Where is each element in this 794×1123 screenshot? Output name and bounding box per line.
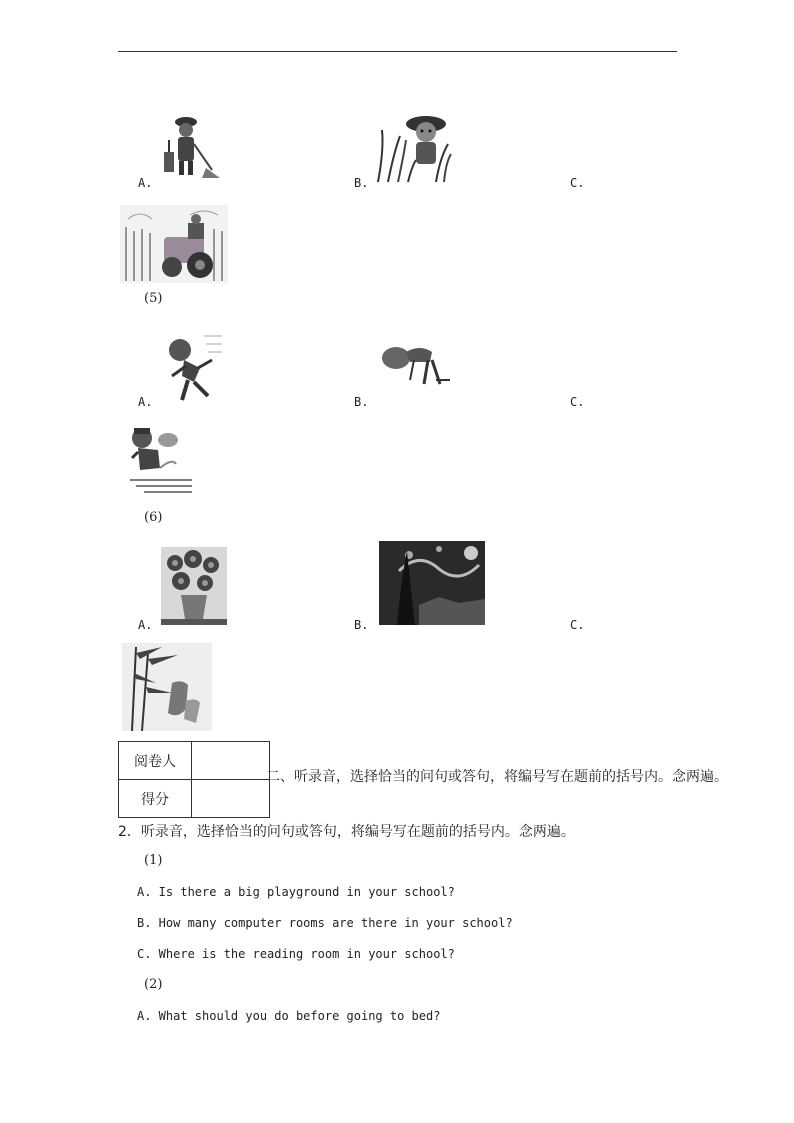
bamboo-painting-image	[122, 643, 212, 731]
sub1-option-b: B. How many computer rooms are there in your school?	[137, 916, 513, 930]
reviewer-field[interactable]	[192, 742, 270, 780]
sub2-option-a: A. What should you do before going to bed?	[137, 1009, 441, 1023]
section-heading: 二、听录音，选择恰当的问句或答句，将编号写在题前的括号内。念两遍。	[266, 769, 728, 785]
option-c-label: C.	[570, 395, 585, 409]
question-number-6: (6)	[144, 510, 163, 525]
farmer-image	[376, 110, 452, 184]
option-a-label: A.	[138, 618, 153, 632]
option-c-label: C.	[570, 618, 585, 632]
jumping-boy-image	[126, 424, 196, 494]
running-boy-image	[160, 330, 224, 404]
option-b-label: B.	[354, 618, 369, 632]
bending-girl-image	[380, 336, 452, 388]
question-number-5: (5)	[144, 291, 163, 306]
header-rule	[118, 51, 677, 52]
score-table	[118, 741, 270, 818]
option-c-label: C.	[570, 176, 585, 190]
starry-night-painting-image	[379, 541, 485, 625]
score-field[interactable]	[192, 780, 270, 818]
street-cleaner-image	[160, 112, 226, 180]
sunflowers-painting-image	[161, 547, 227, 625]
score-label: 得分	[119, 780, 192, 818]
reviewer-label: 阅卷人	[119, 742, 192, 780]
sub-question-2: (2)	[144, 977, 163, 992]
sub1-option-c: C. Where is the reading room in your school?	[137, 947, 455, 961]
tractor-field-image	[120, 205, 228, 283]
question-2-title: 2．听录音，选择恰当的问句或答句，将编号写在题前的括号内。念两遍。	[118, 824, 575, 840]
option-a-label: A.	[138, 176, 153, 190]
option-b-label: B.	[354, 395, 369, 409]
option-b-label: B.	[354, 176, 369, 190]
sub-question-1: (1)	[144, 853, 163, 868]
sub1-option-a: A. Is there a big playground in your school?	[137, 885, 455, 899]
option-a-label: A.	[138, 395, 153, 409]
